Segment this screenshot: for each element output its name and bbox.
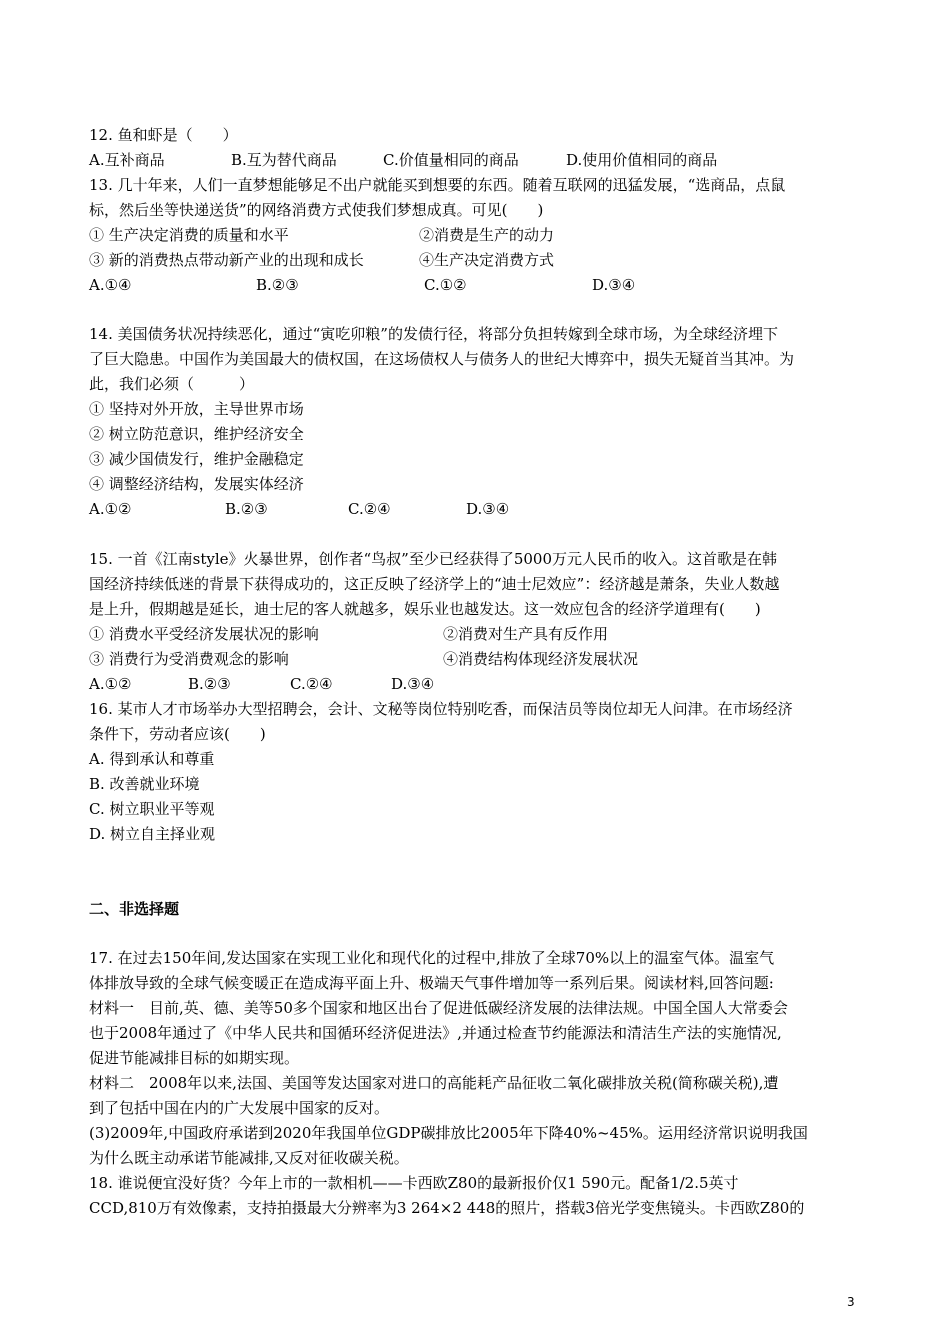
q14-stem-line3: 此，我们必须（ ）: [89, 375, 255, 393]
q14-statement-3: ③ 减少国债发行，维护金融稳定: [89, 450, 304, 468]
q17-question-line2: 为什么既主动承诺节能减排,又反对征收碳关税。: [89, 1149, 409, 1167]
q13-option-b: B.②③: [256, 276, 299, 294]
q13-statement-4: ④生产决定消费方式: [419, 251, 555, 269]
q15-stem-line3: 是上升，假期越是延长，迪士尼的客人就越多，娱乐业也越发达。这一效应包含的经济学道理有( ): [89, 600, 761, 618]
q17-line2: 体排放导致的全球气候变暖正在造成海平面上升、极端天气事件增加等一系列后果。阅读材料,回答问题:: [89, 974, 774, 992]
q16-stem-line1: 16. 某市人才市场举办大型招聘会，会计、文秘等岗位特别吃香，而保洁员等岗位却无人问津。在市场经济: [89, 700, 793, 718]
q13-statement-3: ③ 新的消费热点带动新产业的出现和成长: [89, 251, 364, 269]
q14-statement-2: ② 树立防范意识，维护经济安全: [89, 425, 304, 443]
q12-option-d: D.使用价值相同的商品: [566, 151, 718, 169]
q14-stem-line2: 了巨大隐患。中国作为美国最大的债权国，在这场债权人与债务人的世纪大博弈中，损失无疑首当其冲。为: [89, 350, 795, 368]
q15-statement-4: ④消费结构体现经济发展状况: [443, 650, 639, 668]
q15-statement-3: ③ 消费行为受消费观念的影响: [89, 650, 289, 668]
q15-statement-1: ① 消费水平受经济发展状况的影响: [89, 625, 319, 643]
q17-material1-line1: 材料一 目前,英、德、美等50多个国家和地区出台了促进低碳经济发展的法律法规。中国全国人大常委会: [89, 999, 788, 1017]
q13-statement-1: ① 生产决定消费的质量和水平: [89, 226, 289, 244]
q14-option-c: C.②④: [348, 500, 391, 518]
q18-line2: CCD,810万有效像素，支持拍摄最大分辨率为3 264×2 448的照片，搭载3倍光学变焦镜头。卡西欧Z80的: [89, 1199, 805, 1217]
q13-statement-2: ②消费是生产的动力: [419, 226, 555, 244]
q16-option-c: C. 树立职业平等观: [89, 800, 215, 818]
q17-material2-line2: 到了包括中国在内的广大发展中国家的反对。: [89, 1099, 390, 1117]
q14-statement-1: ① 坚持对外开放，主导世界市场: [89, 400, 304, 418]
q12-option-b: B.互为替代商品: [231, 151, 337, 169]
q14-statement-4: ④ 调整经济结构，发展实体经济: [89, 475, 304, 493]
section-heading: 二、非选择题: [89, 900, 180, 918]
q17-question-line1: (3)2009年,中国政府承诺到2020年我国单位GDP碳排放比2005年下降40%~45%。运用经济常识说明我国: [89, 1124, 808, 1142]
q16-option-a: A. 得到承认和尊重: [89, 750, 215, 768]
q16-option-b: B. 改善就业环境: [89, 775, 200, 793]
q13-stem-line2: 标，然后坐等快递送货”的网络消费方式使我们梦想成真。可见( ): [89, 201, 544, 219]
q13-option-c: C.①②: [424, 276, 467, 294]
q12-option-a: A.互补商品: [89, 151, 165, 169]
q14-option-d: D.③④: [466, 500, 510, 518]
q17-line1: 17. 在过去150年间,发达国家在实现工业化和现代化的过程中,排放了全球70%以上的温室气体。温室气: [89, 949, 775, 967]
q14-stem-line1: 14. 美国债务状况持续恶化，通过“寅吃卯粮”的发债行径，将部分负担转嫁到全球市场，为全球经济埋下: [89, 325, 778, 343]
q15-statement-2: ②消费对生产具有反作用: [443, 625, 609, 643]
q15-option-a: A.①②: [89, 675, 132, 693]
q13-option-d: D.③④: [592, 276, 636, 294]
q15-stem-line2: 国经济持续低迷的背景下获得成功的，这正反映了经济学上的“迪士尼效应”：经济越是萧条，失业人数越: [89, 575, 780, 593]
q15-option-d: D.③④: [391, 675, 435, 693]
q14-option-b: B.②③: [225, 500, 268, 518]
q15-stem-line1: 15. 一首《江南style》火暴世界，创作者“鸟叔”至少已经获得了5000万元人民币的收入。这首歌是在韩: [89, 550, 778, 568]
q12-stem: 12. 鱼和虾是（ ）: [89, 126, 238, 144]
q13-option-a: A.①④: [89, 276, 132, 294]
q16-option-d: D. 树立自主择业观: [89, 825, 216, 843]
q17-material1-line2: 也于2008年通过了《中华人民共和国循环经济促进法》,并通过检查节约能源法和清洁生产法的实施情况,: [89, 1024, 782, 1042]
page-number: 3: [847, 1295, 855, 1309]
q18-line1: 18. 谁说便宜没好货？今年上市的一款相机——卡西欧Z80的最新报价仅1 590元。配备1/2.5英寸: [89, 1174, 739, 1192]
q13-stem-line1: 13. 几十年来，人们一直梦想能够足不出户就能买到想要的东西。随着互联网的迅猛发展，“选商品，点鼠: [89, 176, 786, 194]
q17-material2-line1: 材料二 2008年以来,法国、美国等发达国家对进口的高能耗产品征收二氧化碳排放关税(简称碳关税),遭: [89, 1074, 779, 1092]
q12-option-c: C.价值量相同的商品: [383, 151, 519, 169]
q15-option-b: B.②③: [188, 675, 231, 693]
q15-option-c: C.②④: [290, 675, 333, 693]
q14-option-a: A.①②: [89, 500, 132, 518]
q16-stem-line2: 条件下，劳动者应该( ): [89, 725, 266, 743]
q17-material1-line3: 促进节能减排目标的如期实现。: [89, 1049, 300, 1067]
